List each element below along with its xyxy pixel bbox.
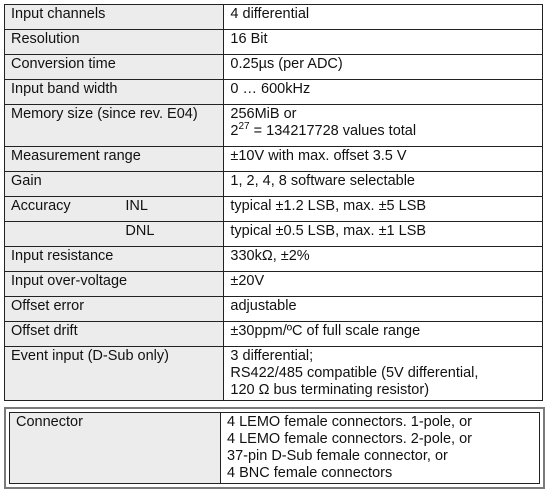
table-row [5, 30, 543, 55]
row-label-connector: Connector [10, 413, 221, 484]
row-label-input-over-voltage: Input over-voltage [5, 272, 224, 297]
memory-size-line-2 [230, 123, 536, 140]
row-label-accuracy [5, 197, 224, 222]
table-row [5, 322, 543, 347]
connector-table [9, 412, 540, 484]
row-value-input-over-voltage: ±20V [224, 272, 543, 297]
table-row [5, 247, 543, 272]
table-row [5, 147, 543, 172]
event-input-line-3: 120 Ω bus terminating resistor) [230, 382, 430, 398]
row-value-offset-error: adjustable [224, 297, 543, 322]
table-row [5, 347, 543, 401]
connector-line-2: 4 LEMO female connectors. 2-pole, or [227, 431, 473, 447]
table-row [5, 197, 543, 222]
connector-box [4, 407, 545, 489]
row-value-resolution: 16 Bit [224, 30, 543, 55]
row-value-offset-drift: ±30ppm/ºC of full scale range [224, 322, 543, 347]
memory-power-base: 2 [230, 123, 239, 139]
row-value-input-resistance: 330kΩ, ±2% [224, 247, 543, 272]
table-row [5, 172, 543, 197]
spec-table [4, 4, 543, 401]
row-value-conversion-time: 0.25µs (per ADC) [224, 55, 543, 80]
memory-size-line-1: 256MiB or [230, 106, 297, 122]
table-row [5, 55, 543, 80]
row-value-gain: 1, 2, 4, 8 software selectable [224, 172, 543, 197]
accuracy-label: Accuracy [11, 198, 71, 214]
connector-line-3: 37-pin D-Sub female connector, or [227, 448, 448, 464]
event-input-line-2: RS422/485 compatible (5V differential, [230, 365, 479, 381]
row-label-conversion-time: Conversion time [5, 55, 224, 80]
event-input-line-1: 3 differential; [230, 348, 314, 364]
row-value-measurement-range: ±10V with max. offset 3.5 V [224, 147, 543, 172]
table-row [5, 272, 543, 297]
memory-power-exponent: 27 [238, 121, 250, 133]
row-label-input-channels: Input channels [5, 5, 224, 30]
row-label-event-input: Event input (D-Sub only) [5, 347, 224, 401]
row-label-input-resistance: Input resistance [5, 247, 224, 272]
connector-line-4: 4 BNC female connectors [227, 465, 393, 481]
table-row [5, 5, 543, 30]
row-label-offset-error: Offset error [5, 297, 224, 322]
table-row [5, 222, 543, 247]
row-label-resolution: Resolution [5, 30, 224, 55]
table-row [5, 80, 543, 105]
table-row [5, 105, 543, 147]
row-label-input-band-width: Input band width [5, 80, 224, 105]
table-row [10, 413, 540, 484]
row-value-event-input [224, 347, 543, 401]
row-value-accuracy-dnl: typical ±0.5 LSB, max. ±1 LSB [224, 222, 543, 247]
memory-values-total: = 134217728 values total [249, 123, 417, 139]
row-label-offset-drift: Offset drift [5, 322, 224, 347]
connector-line-1: 4 LEMO female connectors. 1-pole, or [227, 414, 473, 430]
row-value-connector [221, 413, 540, 484]
table-row [5, 297, 543, 322]
row-value-input-channels: 4 differential [224, 5, 543, 30]
row-label-accuracy-dnl [5, 222, 224, 247]
row-label-measurement-range: Measurement range [5, 147, 224, 172]
accuracy-sub-inl: INL [125, 198, 148, 214]
row-label-memory-size: Memory size (since rev. E04) [5, 105, 224, 147]
row-label-gain: Gain [5, 172, 224, 197]
accuracy-sub-dnl: DNL [125, 223, 155, 239]
row-value-input-band-width: 0 … 600kHz [224, 80, 543, 105]
row-value-accuracy-inl: typical ±1.2 LSB, max. ±5 LSB [224, 197, 543, 222]
spec-sheet [4, 4, 543, 489]
row-value-memory-size [224, 105, 543, 147]
